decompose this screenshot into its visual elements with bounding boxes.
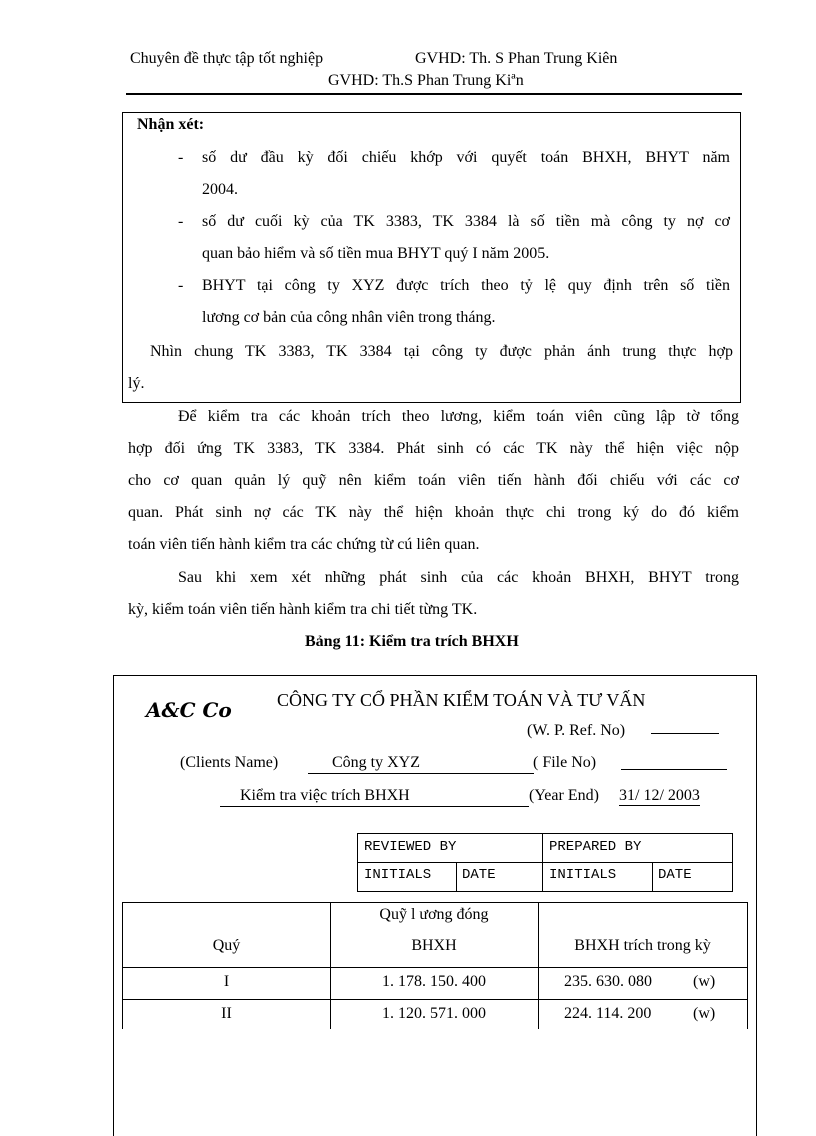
- header-advisor: GVHD: Th. S Phan Trung Kiên: [415, 50, 618, 67]
- file-no-blank: [621, 769, 727, 770]
- table-col-divider: [538, 903, 539, 1029]
- bullet-line-1: BHYT tại công ty XYZ được trích theo tỷ lệ quy định trên số tiền: [202, 277, 730, 294]
- wp-ref-label: (W. P. Ref. No): [527, 722, 626, 739]
- para1-line-4: quan. Phát sinh nợ các TK này thể hiện khoản thực chi trong ký do đó kiểm: [128, 504, 739, 521]
- row-quarter: II: [221, 1005, 232, 1022]
- bullet-line-1: số dư đầu kỳ đối chiếu khớp với quyết toán BHXH, BHYT năm: [202, 149, 730, 166]
- clients-name-value: Công ty XYZ: [332, 754, 420, 771]
- para2-line-1: Sau khi xem xét những phát sinh của các khoản BHXH, BHYT trong: [178, 569, 739, 586]
- clients-name-underline: [308, 773, 534, 774]
- prepared-by-label: PREPARED BY: [549, 839, 642, 855]
- col-header-fund: Quỹ l ương đóng: [379, 906, 489, 923]
- notes-summary-line-2: lý.: [128, 375, 145, 392]
- file-no-label: ( File No): [533, 754, 597, 771]
- header-rule: [126, 93, 742, 95]
- col-header-fund-bhxh: BHXH: [411, 937, 457, 954]
- prepared-date-label: DATE: [658, 867, 692, 883]
- bullet-dash: -: [178, 213, 184, 230]
- prepared-initials-label: INITIALS: [549, 867, 617, 883]
- grid-divider: [652, 862, 653, 891]
- reviewed-by-label: REVIEWED BY: [364, 839, 457, 855]
- bullet-dash: -: [178, 149, 184, 166]
- row-mark: (w): [693, 973, 716, 990]
- subject-text: Kiểm tra việc trích BHXH: [240, 787, 410, 804]
- row-fund: 1. 120. 571. 000: [382, 1005, 486, 1022]
- company-name: CÔNG TY CỔ PHẦN KIỂM TOÁN VÀ TƯ VẤN: [277, 690, 646, 710]
- row-fund: 1. 178. 150. 400: [382, 973, 486, 990]
- table-row-divider: [123, 999, 747, 1000]
- year-end-label: (Year End): [529, 787, 599, 804]
- para1-line-5: toán viên tiến hành kiểm tra các chứng từ cú liên quan.: [128, 536, 480, 553]
- bullet-line-2: 2004.: [202, 181, 238, 198]
- header-line-1: [130, 50, 618, 68]
- row-quarter: I: [223, 973, 230, 990]
- notes-title: Nhận xét:: [137, 116, 205, 133]
- subject-underline: [220, 806, 529, 807]
- bullet-line-2: quan bảo hiểm và số tiền mua BHYT quý I năm 2005.: [202, 245, 550, 262]
- year-end-value: 31/ 12/ 2003: [619, 787, 700, 804]
- reviewed-date-label: DATE: [462, 867, 496, 883]
- signoff-grid: [357, 833, 733, 892]
- wp-ref-blank: [651, 733, 719, 734]
- table-title: Bảng 11: Kiểm tra trích BHXH: [305, 633, 519, 650]
- company-logo: A&C Co: [146, 698, 232, 722]
- bullet-dash: -: [178, 277, 184, 294]
- table-row-divider: [123, 967, 747, 968]
- clients-name-label: (Clients Name): [180, 754, 279, 771]
- row-mark: (w): [693, 1005, 716, 1022]
- header-advisor-line-2: GVHD: Th.S Phan Trung Kiªn: [328, 72, 524, 89]
- para1-line-2: hợp đối ứng TK 3383, TK 3384. Phát sinh có các TK này thể hiện việc nộp: [128, 440, 739, 457]
- col-header-bhxh-period: BHXH trích trong kỳ: [574, 937, 711, 954]
- para1-line-3: cho cơ quan quản lý quỹ nên kiểm toán viên tiến hành đối chiếu với các cơ: [128, 472, 739, 489]
- bullet-line-2: lương cơ bản của công nhân viên trong tháng.: [202, 309, 496, 326]
- col-header-quarter: Quý: [212, 937, 241, 954]
- para2-line-2: kỳ, kiểm toán viên tiến hành kiểm tra chi tiết từng TK.: [128, 601, 478, 618]
- row-bhxh: 224. 114. 200: [564, 1005, 652, 1022]
- para1-line-1: Để kiểm tra các khoản trích theo lương, kiểm toán viên cũng lập tờ tổng: [178, 408, 739, 425]
- bhxh-table: [122, 902, 748, 1029]
- notes-summary-line-1: Nhìn chung TK 3383, TK 3384 tại công ty được phản ánh trung thực hợp: [150, 343, 733, 360]
- grid-divider: [358, 862, 732, 863]
- bullet-line-1: số dư cuối kỳ của TK 3383, TK 3384 là số tiền mà công ty nợ cơ: [202, 213, 730, 230]
- grid-divider: [456, 862, 457, 891]
- row-bhxh: 235. 630. 080: [564, 973, 652, 990]
- reviewed-initials-label: INITIALS: [364, 867, 432, 883]
- header-thesis-title: Chuyên đề thực tập tốt nghiệp: [130, 50, 324, 67]
